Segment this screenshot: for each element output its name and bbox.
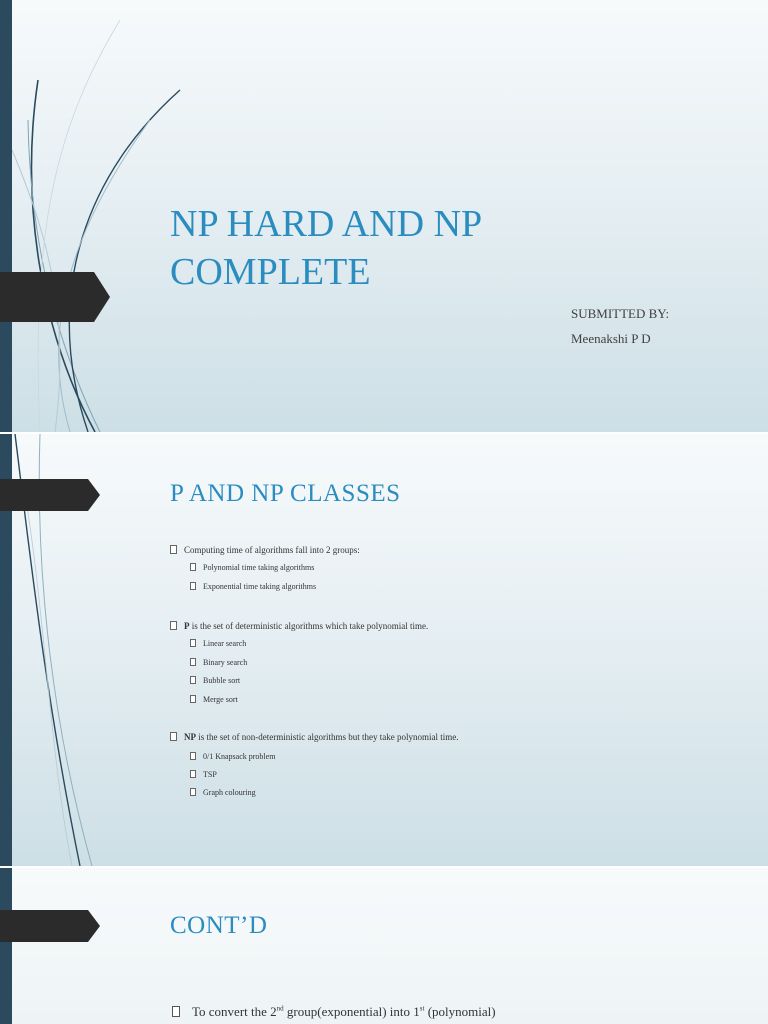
bullet-box-icon	[190, 582, 196, 590]
bullet-item: To convert the 2nd group(exponential) into 1st (polynomial)	[172, 1004, 496, 1020]
content-slide-classes	[0, 434, 768, 866]
sub-bullet-item: Linear search	[190, 638, 246, 650]
bullet-box-icon	[190, 563, 196, 571]
author-name: Meenakshi P D	[571, 331, 651, 346]
bullet-box-icon	[170, 545, 177, 554]
sub-bullet-item: Merge sort	[190, 694, 238, 706]
bullet-box-icon	[190, 695, 196, 703]
bullet-item: Computing time of algorithms fall into 2 groups:	[170, 544, 360, 556]
sub-bullet-item: Binary search	[190, 657, 247, 669]
bullet-box-icon	[190, 676, 196, 684]
bullet-box-icon	[172, 1006, 180, 1017]
left-accent-bar	[0, 868, 12, 1024]
sub-bullet-item: TSP	[190, 769, 217, 781]
bullet-box-icon	[190, 639, 196, 647]
sub-bullet-item: 0/1 Knapsack problem	[190, 751, 275, 763]
arrow-tag-icon	[0, 272, 110, 322]
sub-bullet-item: Exponential time taking algorithms	[190, 581, 316, 593]
bullet-box-icon	[190, 752, 196, 760]
left-accent-bar	[0, 0, 12, 432]
slide-title: P AND NP CLASSES	[170, 480, 401, 507]
arrow-tag-icon	[0, 910, 100, 942]
bullet-box-icon	[190, 788, 196, 796]
sub-bullet-item: Graph colouring	[190, 787, 256, 799]
bullet-box-icon	[190, 770, 196, 778]
bullet-box-icon	[170, 732, 177, 741]
sub-bullet-item: Bubble sort	[190, 675, 240, 687]
bullet-box-icon	[170, 621, 177, 630]
slide-title: NP HARD AND NP COMPLETE	[170, 203, 481, 293]
bullet-item: P is the set of deterministic algorithms which take polynomial time.	[170, 620, 428, 632]
slide-title: CONT’D	[170, 912, 268, 939]
title-slide	[0, 0, 768, 432]
sub-bullet-item: Polynomial time taking algorithms	[190, 562, 314, 574]
submitted-by-label: SUBMITTED BY:	[571, 306, 670, 321]
arrow-tag-icon	[0, 479, 100, 511]
bullet-item: NP is the set of non-deterministic algorithms but they take polynomial time.	[170, 731, 458, 743]
content-slide-contd	[0, 868, 768, 1024]
bullet-box-icon	[190, 658, 196, 666]
